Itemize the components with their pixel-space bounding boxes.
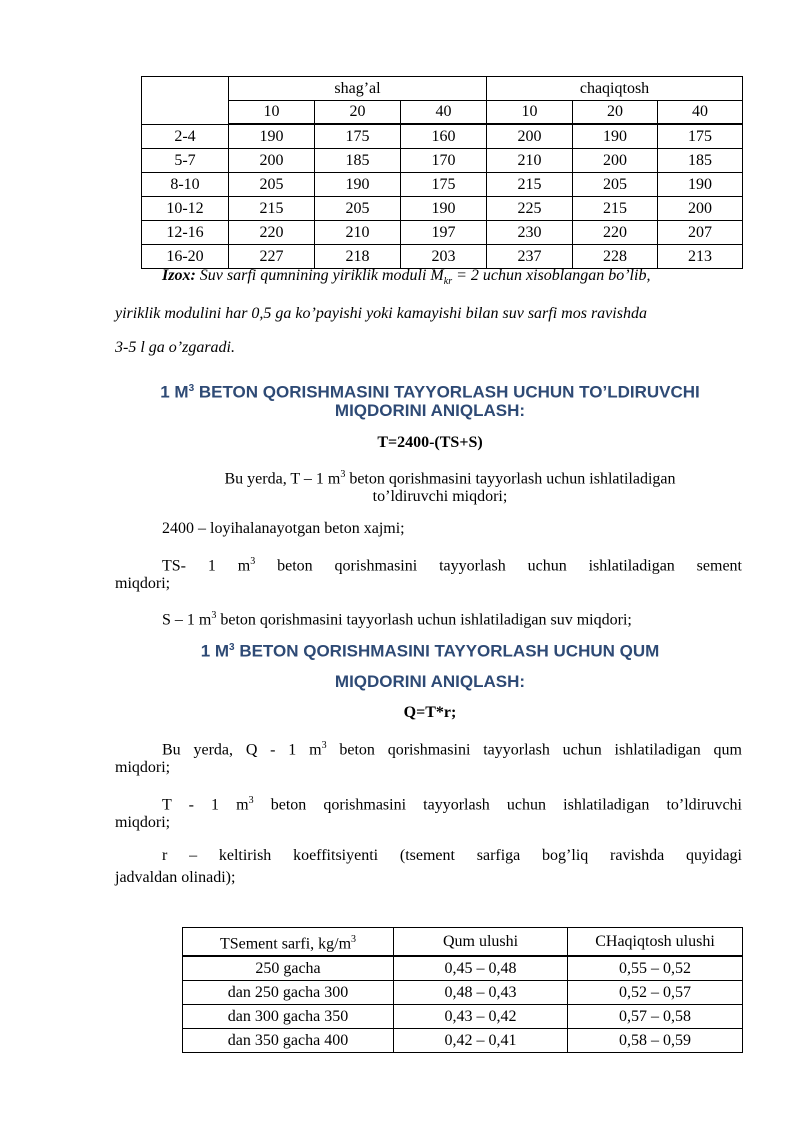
table-cell: 185 bbox=[658, 149, 743, 173]
table-cell: 175 bbox=[658, 124, 743, 149]
table-cell: 228 bbox=[573, 245, 658, 269]
table-cell: 175 bbox=[315, 124, 401, 149]
sub-header: 40 bbox=[401, 101, 487, 125]
table-cell: dan 300 gacha 350 bbox=[183, 1005, 394, 1029]
table-row bbox=[183, 1029, 743, 1053]
table-cell: 210 bbox=[315, 221, 401, 245]
def-2400: 2400 – loyihalanayotgan beton xajmi; bbox=[162, 520, 405, 537]
table-cell: 213 bbox=[658, 245, 743, 269]
table-cell: dan 350 gacha 400 bbox=[183, 1029, 394, 1053]
def-t2-line2: miqdori; bbox=[115, 814, 171, 831]
sub-header: 10 bbox=[229, 101, 315, 125]
table-row bbox=[183, 981, 743, 1005]
header-cement: TSement sarfi, $kg/m^3$ bbox=[183, 928, 394, 957]
table-corner-cell bbox=[142, 77, 229, 125]
table-cell: 185 bbox=[315, 149, 401, 173]
table-cell: 220 bbox=[573, 221, 658, 245]
table-row bbox=[183, 956, 743, 981]
def-r-line1: r – keltirish koeffitsiyenti (tsement sarfiga bog’liq ravishda quyidagi bbox=[162, 847, 742, 864]
header-sand: Qum ulushi bbox=[394, 928, 568, 957]
section2-heading-line2: MIQDORINI ANIQLASH: bbox=[334, 672, 526, 691]
table-cell: 0,57 – 0,58 bbox=[568, 1005, 743, 1029]
table-cell: 200 bbox=[229, 149, 315, 173]
row-label: 8-10 bbox=[142, 173, 229, 197]
def-ts-line1: TS- 1 $m^3$ beton qorishmasini tayyorlash uchun ishlatiladigan sement bbox=[162, 556, 742, 575]
formula-q: Q=T*r; bbox=[403, 704, 457, 721]
table-row bbox=[142, 197, 743, 221]
row-label: 16-20 bbox=[142, 245, 229, 269]
table-row bbox=[142, 124, 743, 149]
table-row bbox=[142, 221, 743, 245]
sand-ratio-table bbox=[182, 927, 743, 1053]
row-label: 12-16 bbox=[142, 221, 229, 245]
note-line-2: yiriklik modulini har 0,5 ga ko’payishi yoki kamayishi bilan suv sarfi mos ravishda bbox=[115, 305, 647, 322]
table-cell: 190 bbox=[229, 124, 315, 149]
table-cell: 200 bbox=[487, 124, 573, 149]
def-q-line1: Bu yerda, Q - 1 $m^3$ beton qorishmasini tayyorlash uchun ishlatiladigan qum bbox=[162, 740, 743, 759]
note-label: Izox: bbox=[162, 267, 196, 284]
header-stone: CHaqiqtosh ulushi bbox=[568, 928, 743, 957]
formula-t: T=2400-(TS+S) bbox=[377, 434, 483, 451]
note-text-1: Suv sarfi qumnining yiriklik moduli M bbox=[195, 267, 444, 284]
table-cell: 215 bbox=[229, 197, 315, 221]
table-cell: 0,52 – 0,57 bbox=[568, 981, 743, 1005]
def-s: S – 1 $m^3$ beton qorishmasini tayyorlash uchun ishlatiladigan suv miqdori; bbox=[162, 610, 632, 629]
table-cell: 205 bbox=[573, 173, 658, 197]
table-cell: 207 bbox=[658, 221, 743, 245]
table-cell: 200 bbox=[573, 149, 658, 173]
table-cell: 220 bbox=[229, 221, 315, 245]
water-consumption-table bbox=[141, 76, 743, 269]
note-line-1 bbox=[115, 264, 742, 294]
def-ts-line2: miqdori; bbox=[115, 575, 171, 592]
table-cell: 0,43 – 0,42 bbox=[394, 1005, 568, 1029]
table-cell: 205 bbox=[315, 197, 401, 221]
def-t-line1: Bu yerda, T – 1 $m^3$ beton qorishmasini tayyorlash uchun ishlatiladigan bbox=[224, 469, 676, 488]
table-row bbox=[142, 149, 743, 173]
section1-heading-line1: 1 $M^3$ BETON QORISHMASINI TAYYORLASH UCHUN TO’LDIRUVCHI bbox=[160, 382, 700, 402]
sub-header: 40 bbox=[658, 101, 743, 125]
def-t-line2: to’ldiruvchi miqdori; bbox=[372, 488, 508, 505]
table-cell: 190 bbox=[315, 173, 401, 197]
table-cell: 0,58 – 0,59 bbox=[568, 1029, 743, 1053]
table-cell: 190 bbox=[401, 197, 487, 221]
table-cell: 190 bbox=[573, 124, 658, 149]
table-cell: 0,42 – 0,41 bbox=[394, 1029, 568, 1053]
table-cell: 215 bbox=[487, 173, 573, 197]
table-cell: 160 bbox=[401, 124, 487, 149]
table-cell: 210 bbox=[487, 149, 573, 173]
sub-header: 10 bbox=[487, 101, 573, 125]
table-cell: 237 bbox=[487, 245, 573, 269]
table-cell: 218 bbox=[315, 245, 401, 269]
group-header-crushed-stone: chaqiqtosh bbox=[487, 77, 743, 101]
section1-heading-line2: MIQDORINI ANIQLASH: bbox=[334, 401, 526, 420]
def-t2-line1: T - 1 $m^3$ beton qorishmasini tayyorlash uchun ishlatiladigan to’ldiruvchi bbox=[162, 795, 742, 814]
table-cell: dan 250 gacha 300 bbox=[183, 981, 394, 1005]
sub-header: 20 bbox=[315, 101, 401, 125]
table-cell: 197 bbox=[401, 221, 487, 245]
table-cell: 227 bbox=[229, 245, 315, 269]
table-cell: 215 bbox=[573, 197, 658, 221]
row-label: 10-12 bbox=[142, 197, 229, 221]
table-cell: 0,55 – 0,52 bbox=[568, 956, 743, 981]
table-row bbox=[183, 1005, 743, 1029]
note-subscript: kr bbox=[443, 276, 453, 288]
note-line-3: 3-5 l ga o’zgaradi. bbox=[115, 339, 235, 356]
group-header-gravel: shag’al bbox=[229, 77, 487, 101]
table-cell: 190 bbox=[658, 173, 743, 197]
table-cell: 0,45 – 0,48 bbox=[394, 956, 568, 981]
table-cell: 203 bbox=[401, 245, 487, 269]
table-cell: 175 bbox=[401, 173, 487, 197]
table-cell: 205 bbox=[229, 173, 315, 197]
table-cell: 250 gacha bbox=[183, 956, 394, 981]
table-cell: 230 bbox=[487, 221, 573, 245]
row-label: 2-4 bbox=[142, 124, 229, 149]
row-label: 5-7 bbox=[142, 149, 229, 173]
table-cell: 200 bbox=[658, 197, 743, 221]
table-cell: 225 bbox=[487, 197, 573, 221]
table-cell: 0,48 – 0,43 bbox=[394, 981, 568, 1005]
table-row bbox=[142, 173, 743, 197]
section2-heading-line1: 1 $M^3$ BETON QORISHMASINI TAYYORLASH UCHUN QUM bbox=[200, 641, 660, 661]
note-text-2: = 2 uchun xisoblangan bo’lib, bbox=[452, 267, 651, 284]
def-q-line2: miqdori; bbox=[115, 759, 171, 776]
sub-header: 20 bbox=[573, 101, 658, 125]
def-r-line2: jadvaldan olinadi); bbox=[115, 869, 236, 886]
table-cell: 170 bbox=[401, 149, 487, 173]
